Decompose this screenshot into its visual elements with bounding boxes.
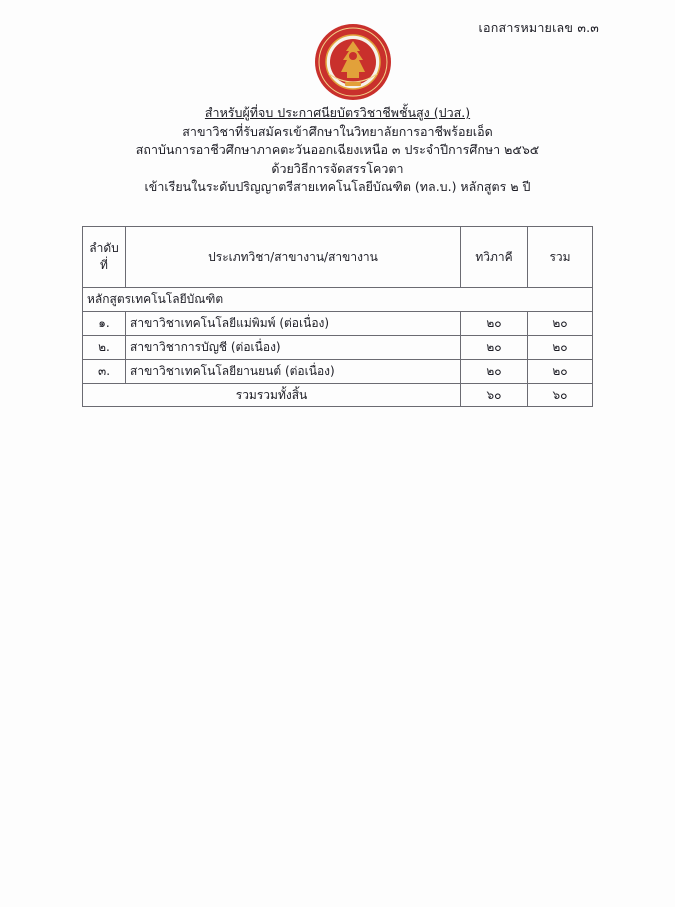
group-row — [83, 288, 593, 312]
table-row — [83, 360, 593, 384]
row-total: ๒๐ — [528, 312, 593, 336]
heading-line-3: สถาบันการอาชีวศึกษาภาคตะวันออกเฉียงเหนือ ๓ ประจำปีการศึกษา ๒๕๖๕ — [135, 142, 540, 157]
heading-line-4: ด้วยวิธีการจัดสรรโควตา — [271, 160, 404, 176]
header-no — [83, 227, 126, 288]
table-row — [83, 312, 593, 336]
header-no-line2: ที่ — [100, 258, 108, 272]
quota-table — [82, 226, 593, 407]
document-heading — [0, 104, 675, 197]
group-label: หลักสูตรเทคโนโลยีบัณฑิต — [83, 288, 593, 312]
summary-label: รวมรวมทั้งสิ้น — [83, 384, 461, 407]
row-dual: ๒๐ — [461, 336, 528, 360]
row-dual: ๒๐ — [461, 312, 528, 336]
row-no: ๒. — [83, 336, 126, 360]
header-dual: ทวิภาคี — [461, 227, 528, 288]
row-no: ๓. — [83, 360, 126, 384]
table-row — [83, 336, 593, 360]
heading-line-5: เข้าเรียนในระดับปริญญาตรีสายเทคโนโลยีบัณฑิต (ทล.บ.) หลักสูตร ๒ ปี — [144, 179, 531, 194]
row-total: ๒๐ — [528, 360, 593, 384]
summary-row — [83, 384, 593, 407]
table-header-row — [83, 227, 593, 288]
heading-line-1: สำหรับผู้ที่จบ ประกาศนียบัตรวิชาชีพชั้นสูง (ปวส.) — [204, 105, 471, 120]
summary-total: ๖๐ — [528, 384, 593, 407]
row-name: สาขาวิชาเทคโนโลยียานยนต์ (ต่อเนื่อง) — [126, 360, 461, 384]
row-total: ๒๐ — [528, 336, 593, 360]
row-name: สาขาวิชาเทคโนโลยีแม่พิมพ์ (ต่อเนื่อง) — [126, 312, 461, 336]
row-name: สาขาวิชาการบัญชี (ต่อเนื่อง) — [126, 336, 461, 360]
header-total: รวม — [528, 227, 593, 288]
heading-line-2: สาขาวิชาที่รับสมัครเข้าศึกษาในวิทยาลัยการอาชีพร้อยเอ็ด — [182, 123, 493, 139]
summary-dual: ๖๐ — [461, 384, 528, 407]
row-dual: ๒๐ — [461, 360, 528, 384]
vocational-education-commission-seal-icon — [313, 22, 393, 102]
row-no: ๑. — [83, 312, 126, 336]
header-type: ประเภทวิชา/สาขางาน/สาขางาน — [126, 227, 461, 288]
document-number: เอกสารหมายเลข ๓.๓ — [478, 20, 599, 35]
header-no-line1: ลำดับ — [89, 241, 119, 255]
